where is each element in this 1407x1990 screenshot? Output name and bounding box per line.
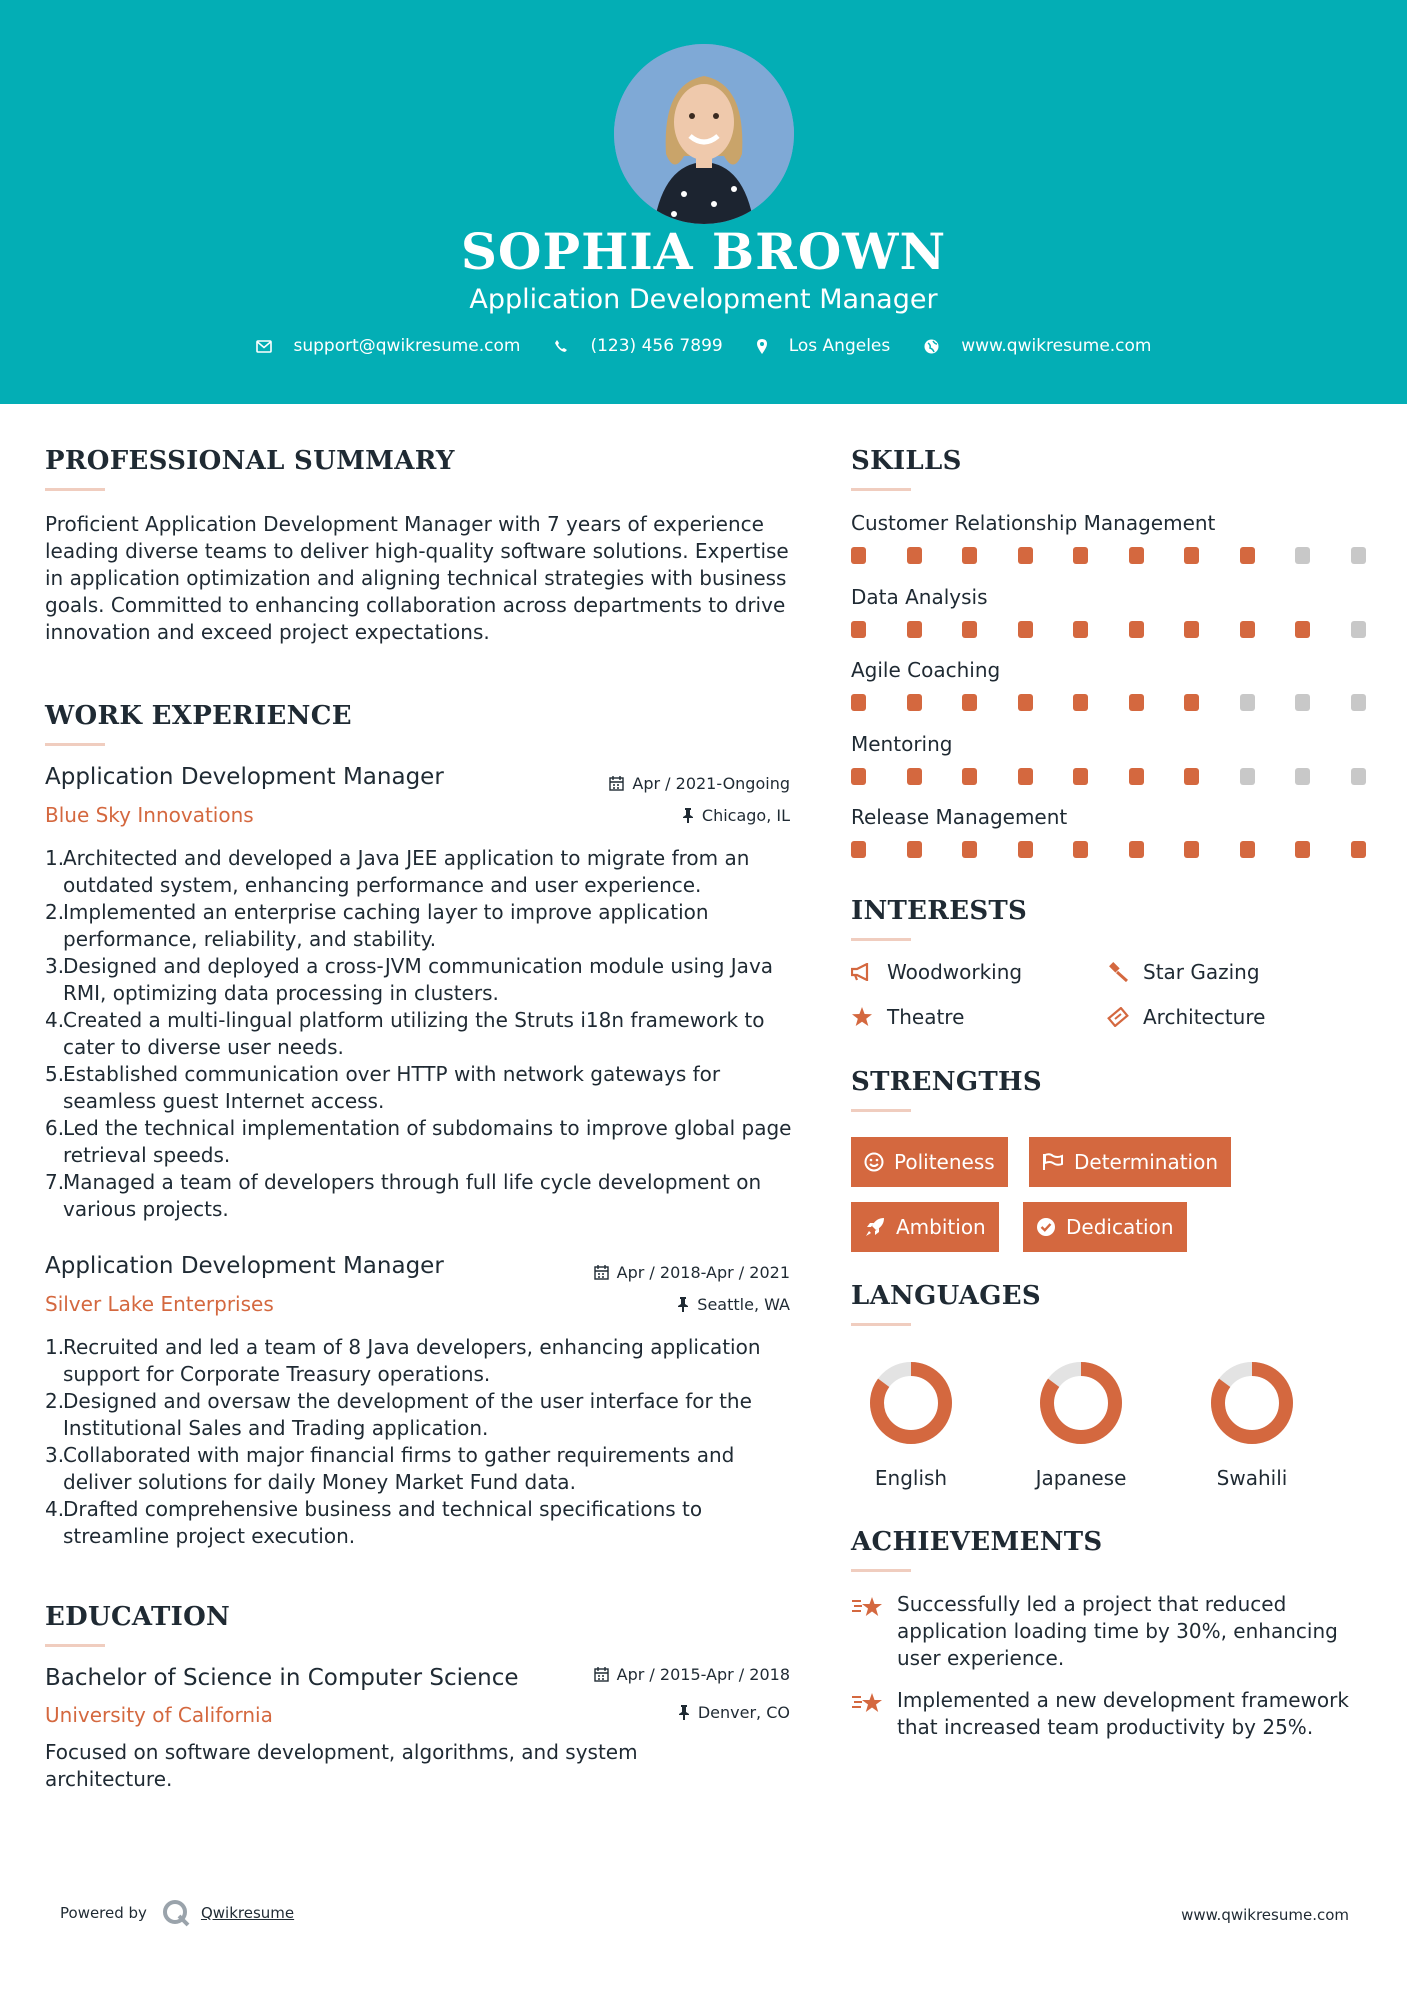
language-item bbox=[846, 1358, 976, 1490]
degree-title: Bachelor of Science in Computer Science bbox=[45, 1665, 519, 1691]
candidate-title: Application Development Manager bbox=[469, 284, 938, 315]
rating-dot-filled bbox=[1184, 621, 1199, 638]
job-bullets bbox=[45, 1334, 795, 1550]
skill-rating bbox=[851, 547, 1371, 567]
list-item: 3. Designed and deployed a cross-JVM communication module using Java RMI, optimizing data processing in clusters. bbox=[45, 954, 774, 1005]
achievement-item: Implemented a new development framework that increased team productivity by 25%. bbox=[851, 1687, 1371, 1741]
school-name: University of California bbox=[45, 1703, 273, 1727]
rating-dot-filled bbox=[907, 694, 922, 711]
ticket-icon bbox=[1107, 1007, 1129, 1027]
skill-rating bbox=[851, 768, 1371, 788]
candidate-name: SOPHIA BROWN bbox=[460, 222, 947, 281]
envelope-icon bbox=[256, 340, 272, 353]
rating-dot-filled bbox=[1129, 768, 1144, 785]
skills-heading: SKILLS bbox=[851, 446, 962, 476]
language-donut bbox=[1207, 1358, 1297, 1448]
list-item: 4. Drafted comprehensive business and technical specifications to streamline project execution. bbox=[45, 1497, 703, 1548]
achievements-heading: ACHIEVEMENTS bbox=[851, 1527, 1103, 1557]
language-name: Swahili bbox=[1216, 1466, 1288, 1490]
rating-dot-empty bbox=[1295, 694, 1310, 711]
rating-dot-filled bbox=[1073, 621, 1088, 638]
list-item: 5. Established communication over HTTP with network gateways for seamless guest Internet access. bbox=[45, 1062, 721, 1113]
contact-phone-text: (123) 456 7899 bbox=[590, 336, 723, 356]
map-pin-icon bbox=[757, 339, 767, 354]
rating-dot-filled bbox=[1129, 694, 1144, 711]
skill-item bbox=[851, 585, 1371, 641]
interest-item: Star Gazing bbox=[1107, 960, 1260, 984]
language-name: English bbox=[874, 1466, 948, 1490]
language-donut bbox=[1036, 1358, 1126, 1448]
pushpin-icon bbox=[682, 808, 694, 823]
rating-dot-empty bbox=[1351, 547, 1366, 564]
job-location bbox=[560, 1295, 790, 1314]
rating-dot-filled bbox=[1018, 841, 1033, 858]
rating-dot-filled bbox=[851, 694, 866, 711]
rating-dot-filled bbox=[1184, 768, 1199, 785]
rating-dot-filled bbox=[851, 841, 866, 858]
languages-underline bbox=[851, 1323, 911, 1326]
language-donut bbox=[866, 1358, 956, 1448]
rating-dot-filled bbox=[962, 841, 977, 858]
rating-dot-filled bbox=[907, 768, 922, 785]
job-dates bbox=[560, 1263, 790, 1282]
globe-icon bbox=[924, 339, 939, 354]
rating-dot-filled bbox=[851, 547, 866, 564]
job-dates bbox=[560, 774, 790, 793]
interest-item: Architecture bbox=[1107, 1005, 1265, 1029]
job-company: Silver Lake Enterprises bbox=[45, 1292, 274, 1316]
star-icon bbox=[851, 1007, 873, 1027]
flag-icon bbox=[1042, 1153, 1064, 1171]
job-bullets bbox=[45, 845, 795, 1223]
gavel-icon bbox=[1107, 962, 1129, 982]
list-item: 7. Managed a team of developers through full life cycle development on various projects. bbox=[45, 1170, 762, 1221]
list-item: 2. Implemented an enterprise caching layer to improve application performance, reliability, and stability. bbox=[45, 900, 709, 951]
contact-email-text: support@qwikresume.com bbox=[293, 336, 521, 356]
education-dates-text: Apr / 2015-Apr / 2018 bbox=[616, 1665, 790, 1684]
language-item bbox=[1016, 1358, 1146, 1490]
strengths-heading: STRENGTHS bbox=[851, 1067, 1042, 1097]
rating-dot-filled bbox=[1018, 621, 1033, 638]
interest-item: Woodworking bbox=[851, 960, 1022, 984]
rating-dot-filled bbox=[962, 547, 977, 564]
skill-name: Mentoring bbox=[851, 731, 953, 756]
rating-dot-filled bbox=[1351, 841, 1366, 858]
rocket-icon bbox=[864, 1216, 886, 1238]
skill-rating bbox=[851, 694, 1371, 714]
job-location-text: Chicago, IL bbox=[701, 806, 790, 825]
contact-website-text: www.qwikresume.com bbox=[961, 336, 1152, 356]
interest-item: Theatre bbox=[851, 1005, 964, 1029]
pushpin-icon bbox=[678, 1705, 690, 1720]
list-item: 2. Designed and oversaw the development of the user interface for the Institutional Sales and Trading application. bbox=[45, 1389, 752, 1440]
language-name: Japanese bbox=[1035, 1466, 1127, 1490]
job-location bbox=[560, 806, 790, 825]
calendar-icon bbox=[594, 1265, 609, 1280]
rating-dot-empty bbox=[1351, 621, 1366, 638]
resume-header bbox=[0, 0, 1407, 404]
achievement-item: Successfully led a project that reduced application loading time by 30%, enhancing user experience. bbox=[851, 1591, 1371, 1672]
rating-dot-filled bbox=[907, 841, 922, 858]
skill-rating bbox=[851, 621, 1371, 641]
strength-badge: Ambition bbox=[851, 1202, 999, 1252]
rating-dot-filled bbox=[907, 621, 922, 638]
rating-dot-filled bbox=[851, 768, 866, 785]
rating-dot-filled bbox=[1073, 768, 1088, 785]
skill-rating bbox=[851, 841, 1371, 861]
qwikresume-link[interactable]: Qwikresume bbox=[200, 1904, 295, 1922]
skill-name: Data Analysis bbox=[851, 584, 988, 609]
list-item: 3. Collaborated with major financial firms to gather requirements and deliver solutions for daily Money Market Fund data. bbox=[45, 1443, 735, 1494]
contact-bar bbox=[0, 336, 1407, 356]
list-item: 1. Recruited and led a team of 8 Java developers, enhancing application support for Corporate Treasury operations. bbox=[45, 1335, 761, 1386]
rating-dot-filled bbox=[1240, 547, 1255, 564]
interests-heading: INTERESTS bbox=[851, 896, 1028, 926]
rating-dot-filled bbox=[1018, 694, 1033, 711]
languages-heading: LANGUAGES bbox=[851, 1281, 1041, 1311]
education-location-text: Denver, CO bbox=[697, 1703, 790, 1722]
rating-dot-filled bbox=[1295, 841, 1310, 858]
rating-dot-filled bbox=[1129, 621, 1144, 638]
powered-by bbox=[60, 1898, 294, 1928]
rating-dot-filled bbox=[962, 694, 977, 711]
job-dates-text: Apr / 2021-Ongoing bbox=[632, 774, 790, 793]
contact-website[interactable] bbox=[924, 336, 1151, 356]
summary-underline bbox=[45, 488, 105, 491]
rating-dot-filled bbox=[1073, 547, 1088, 564]
contact-location-text: Los Angeles bbox=[788, 336, 891, 356]
contact-location bbox=[757, 336, 891, 356]
skill-name: Agile Coaching bbox=[851, 658, 1001, 682]
rating-dot-empty bbox=[1295, 768, 1310, 785]
smile-icon bbox=[864, 1152, 884, 1172]
profile-photo bbox=[614, 44, 794, 224]
education-underline bbox=[45, 1644, 105, 1647]
rating-dot-filled bbox=[1240, 621, 1255, 638]
rating-dot-filled bbox=[1129, 841, 1144, 858]
powered-by-label: Powered by bbox=[60, 1904, 147, 1922]
strengths-underline bbox=[851, 1109, 911, 1112]
list-item: 1. Architected and developed a Java JEE application to migrate from an outdated system, enhancing performance and user experience. bbox=[45, 846, 750, 897]
skill-item bbox=[851, 511, 1371, 567]
strength-badge: Dedication bbox=[1023, 1202, 1187, 1252]
education-dates bbox=[560, 1665, 790, 1684]
rating-dot-filled bbox=[907, 547, 922, 564]
rating-dot-filled bbox=[1184, 694, 1199, 711]
summary-heading: PROFESSIONAL SUMMARY bbox=[45, 446, 455, 476]
job-company: Blue Sky Innovations bbox=[45, 803, 254, 827]
rating-dot-empty bbox=[1295, 547, 1310, 564]
rating-dot-filled bbox=[1129, 547, 1144, 564]
education-heading: EDUCATION bbox=[45, 1602, 231, 1632]
skill-item bbox=[851, 805, 1371, 861]
rating-dot-filled bbox=[1295, 621, 1310, 638]
qwikresume-logo-icon bbox=[161, 1898, 191, 1928]
contact-phone[interactable] bbox=[554, 336, 722, 356]
check-circle-icon bbox=[1036, 1217, 1056, 1237]
experience-heading: WORK EXPERIENCE bbox=[45, 701, 352, 731]
strength-badge: Determination bbox=[1029, 1137, 1231, 1187]
rating-dot-empty bbox=[1240, 694, 1255, 711]
rating-dot-filled bbox=[1184, 547, 1199, 564]
rating-dot-filled bbox=[1018, 547, 1033, 564]
rating-dot-filled bbox=[962, 621, 977, 638]
list-item: 4. Created a multi-lingual platform utilizing the Struts i18n framework to cater to diverse user needs. bbox=[45, 1008, 765, 1059]
calendar-icon bbox=[594, 1667, 609, 1682]
interests-underline bbox=[851, 938, 911, 941]
list-item: 6. Led the technical implementation of subdomains to improve global page retrieval speeds. bbox=[45, 1116, 792, 1167]
skill-item bbox=[851, 732, 1371, 788]
skill-name: Release Management bbox=[851, 805, 1068, 829]
shooting-star-icon bbox=[851, 1689, 885, 1717]
language-item bbox=[1187, 1358, 1317, 1490]
experience-underline bbox=[45, 743, 105, 746]
education-location bbox=[560, 1703, 790, 1722]
job-title: Application Development Manager bbox=[45, 764, 444, 790]
rating-dot-filled bbox=[1240, 841, 1255, 858]
megaphone-icon bbox=[851, 963, 873, 981]
phone-icon bbox=[554, 339, 568, 353]
skills-underline bbox=[851, 488, 911, 491]
rating-dot-filled bbox=[851, 621, 866, 638]
rating-dot-filled bbox=[1073, 841, 1088, 858]
education-description: Focused on software development, algorithms, and system architecture. bbox=[45, 1740, 638, 1791]
pushpin-icon bbox=[677, 1297, 689, 1312]
summary-text: Proficient Application Development Manager with 7 years of experience leading diverse teams to deliver high-quality software solutions. Expertise in application optimization and aligning technical strategies with business goals. Committed to enhancing collaboration across departments to drive innovation and exceed project expectations. bbox=[45, 512, 789, 644]
rating-dot-empty bbox=[1351, 768, 1366, 785]
shooting-star-icon bbox=[851, 1593, 885, 1621]
footer-website[interactable]: www.qwikresume.com bbox=[1181, 1906, 1349, 1924]
skill-item bbox=[851, 658, 1371, 714]
rating-dot-empty bbox=[1240, 768, 1255, 785]
rating-dot-filled bbox=[1073, 694, 1088, 711]
job-title: Application Development Manager bbox=[45, 1253, 444, 1279]
strength-badge: Politeness bbox=[851, 1137, 1008, 1187]
calendar-icon bbox=[609, 776, 624, 791]
achievements-underline bbox=[851, 1569, 911, 1572]
rating-dot-empty bbox=[1351, 694, 1366, 711]
rating-dot-filled bbox=[962, 768, 977, 785]
job-location-text: Seattle, WA bbox=[697, 1295, 790, 1314]
contact-email[interactable] bbox=[256, 336, 521, 356]
job-dates-text: Apr / 2018-Apr / 2021 bbox=[616, 1263, 790, 1282]
skill-name: Customer Relationship Management bbox=[851, 511, 1216, 535]
rating-dot-filled bbox=[1184, 841, 1199, 858]
rating-dot-filled bbox=[1018, 768, 1033, 785]
